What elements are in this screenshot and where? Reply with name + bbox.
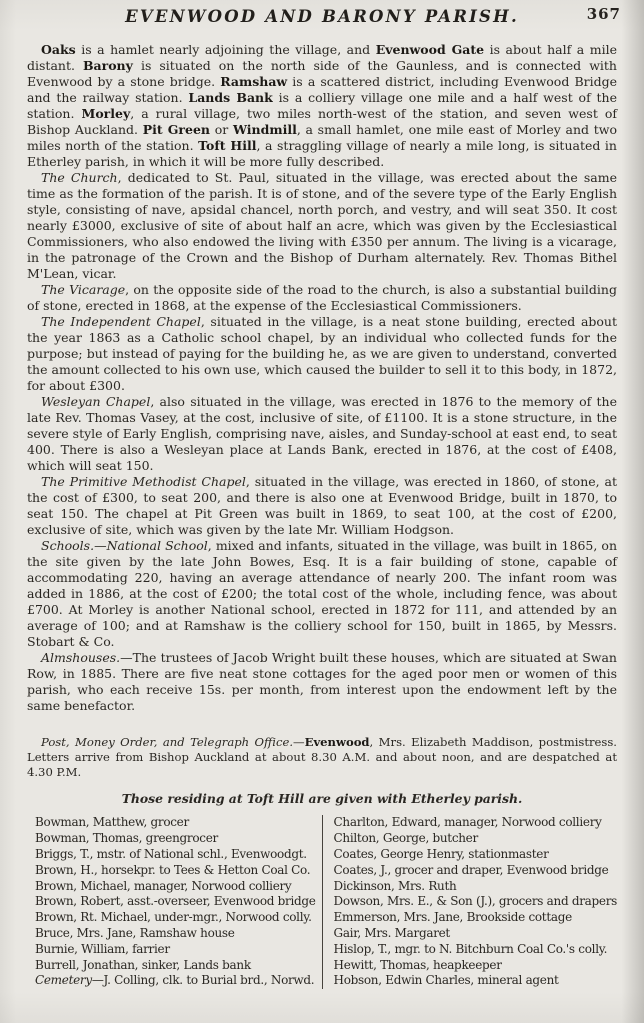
text-run: , dedicated to St. Paul, situated in the village, was erected about the same time as the formation of the parish. It is of stone, and of the severe type of the Early English style, consisting of nave, apsidal chancel, north porch, and vestry, and will seat 350. It cost nearly £3000, exclusive of site of about half an acre, which was given by the Ecclesiastical Commissioners, who also endowed the living with £350 per annum. The living is a vicarage, in the patronage of the Crown and the Bishop of Durham alternately. Rev. Thomas Bithel M'Lean, vicar.	[27, 170, 618, 281]
directory-entry	[334, 879, 617, 895]
text-run: Brown, Rt. Michael, under-mgr., Norwood colly.	[35, 910, 312, 925]
directory-entry	[35, 942, 318, 958]
directory-entry	[35, 879, 318, 895]
text-run: is about half a mile distant.	[27, 42, 617, 73]
text-run: , situated in the village, is a neat stone building, erected about the year 1863 as a Catholic school chapel, by an individual who collected funds for the purpose; but instead of paying for the building he, as we are given to understand, converted the amount collected to his own use, which caused the builder to sell it to this body, in 1872, for about £300.	[27, 314, 617, 393]
directory-entry	[35, 831, 318, 847]
italic-text: National School	[106, 538, 208, 553]
body-paragraph	[27, 474, 617, 538]
text-run: Dickinson, Mrs. Ruth	[333, 878, 457, 893]
page-title: EVENWOOD AND BARONY PARISH.	[125, 7, 519, 26]
text-run: Bowman, Matthew, grocer	[35, 815, 189, 830]
bold-text: Ramshaw	[220, 74, 288, 89]
italic-text: Wesleyan Chapel	[41, 394, 151, 409]
text-run: Hislop, T., mgr. to N. Bitchburn Coal Co.'s colly.	[333, 941, 608, 956]
text-run: Burrell, Jonathan, sinker, Lands bank	[35, 957, 251, 972]
text-run: Coates, George Henry, stationmaster	[333, 846, 549, 861]
italic-text: Cemetery	[35, 973, 92, 988]
text-run: Briggs, T., mstr. of National schl., Evenwoodgt.	[35, 846, 307, 861]
directory-entry	[334, 815, 617, 831]
text-run: —The trustees of Jacob Wright built these houses, which are situated at Swan Row, in 1885. There are five neat stone cottages for the aged poor men or women of this parish, who each receive 15s. per month, from interest upon the endowment left by the same benefactor.	[27, 650, 617, 713]
body-paragraph	[27, 538, 617, 650]
italic-text: Schools.	[41, 538, 95, 553]
body-paragraph	[27, 42, 617, 170]
text-run: Bowman, Thomas, greengrocer	[35, 831, 218, 846]
text-run: Dowson, Mrs. E., & Son (J.), grocers and drapers	[333, 894, 617, 909]
text-run: Burnie, William, farrier	[35, 941, 170, 956]
bold-text: Oaks	[41, 42, 76, 57]
residents-directory	[27, 815, 617, 989]
text-run: , on the opposite side of the road to the church, is also a substantial building of stone, erected in 1868, at the expense of the Ecclesiastical Commissioners.	[27, 282, 617, 313]
text-run: Brown, H., horsekpr. to Tees & Hetton Coal Co.	[35, 862, 311, 877]
directory-entry	[35, 815, 318, 831]
directory-entry	[334, 958, 617, 974]
text-run: Charlton, Edward, manager, Norwood colliery	[333, 815, 602, 830]
bold-text: Windmill	[232, 122, 297, 137]
directory-entry	[334, 863, 617, 879]
directory-note: Those residing at Toft Hill are given with Etherley parish.	[121, 791, 523, 807]
text-run: , also situated in the village, was erected in 1876 to the memory of the late Rev. Thomas Vasey, at the cost, inclusive of site, of £1100. It is a stone structure, in the severe style of Early English, comprising nave, aisles, and Sunday-school at east end, to seat 400. There is also a Wesleyan place at Lands Bank, erected in 1876, at the cost of £408, which will seat 150.	[27, 394, 617, 473]
directory-entry	[334, 894, 617, 910]
text-run: Chilton, George, butcher	[333, 831, 478, 846]
body-paragraphs	[27, 42, 617, 714]
bold-text: Lands Bank	[188, 90, 273, 105]
text-run: Brown, Robert, asst.-overseer, Evenwood bridge	[35, 894, 316, 909]
post-office-paragraph	[27, 735, 617, 779]
directory-entry	[334, 910, 617, 926]
directory-entry	[35, 863, 318, 879]
text-run: , a small hamlet, one mile east of Morley and two miles north of the station.	[27, 122, 618, 153]
text-run: Hewitt, Thomas, heapkeeper	[333, 957, 502, 972]
directory-entry	[35, 847, 318, 863]
text-run: —	[94, 538, 107, 553]
text-run: is a hamlet nearly adjoining the village, and	[75, 42, 376, 57]
italic-text: The Primitive Methodist Chapel	[41, 474, 246, 489]
text-run: , situated in the village, was erected in 1860, of stone, at the cost of £300, to seat 200, and there is also one at Evenwood Bridge, built in 1870, to seat 150. The chapel at Pit Green was built in 1869, to seat 100, at the cost of £200, exclusive of site, which was given by the late Mr. William Hodgson.	[27, 474, 617, 537]
italic-text: Almshouses.	[41, 650, 121, 665]
directory-entry	[334, 831, 617, 847]
body-paragraph	[27, 314, 617, 394]
body-paragraph	[27, 282, 617, 314]
bold-text: Pit Green	[142, 122, 211, 137]
page-content	[0, 33, 644, 989]
directory-left-column	[35, 815, 323, 989]
directory-entry	[334, 847, 617, 863]
text-run: —J. Colling, clk. to Burial brd., Norwd.	[91, 973, 315, 988]
directory-entry	[35, 926, 318, 942]
bold-text: Toft Hill	[198, 138, 257, 153]
directory-entry	[334, 942, 617, 958]
text-run: Coates, J., grocer and draper, Evenwood bridge	[333, 862, 609, 877]
text-run: is a scattered district, including Evenwood Bridge and the railway station.	[27, 74, 618, 105]
body-paragraph	[27, 170, 617, 282]
text-run: Gair, Mrs. Margaret	[333, 925, 450, 940]
directory-entry	[35, 958, 318, 974]
text-run: , a rural village, two miles north-west of the station, and seven west of Bishop Auckland.	[27, 106, 617, 137]
italic-text: The Independent Chapel	[41, 314, 201, 329]
text-run: is a colliery village one mile and a half west of the station.	[27, 90, 618, 121]
body-paragraph	[27, 650, 617, 714]
text-run: Bruce, Mrs. Jane, Ramshaw house	[35, 925, 235, 940]
text-run: , mixed and infants, situated in the village, was built in 1865, on the site given by the late John Bowes, Esq. It is a fair building of stone, capable of accommodating 220, having an average attendance of nearly 200. The infant room was added in 1886, at the cost of £200; the total cost of the whole, including fence, was about £700. At Morley is another National school, erected in 1872 for 111, and attended by an average of 100; and at Ramshaw is the colliery school for 150, built in 1865, by Messrs. Stobart & Co.	[27, 538, 618, 649]
directory-entry	[35, 910, 318, 926]
italic-text: Post, Money Order, and Telegraph Office.	[41, 735, 294, 749]
bold-text: Evenwood Gate	[375, 42, 485, 57]
text-run: Hobson, Edwin Charles, mineral agent	[333, 973, 559, 988]
directory-entry	[35, 894, 318, 910]
body-paragraph	[27, 394, 617, 474]
bold-text: Barony	[82, 58, 133, 73]
bold-text: Evenwood	[304, 735, 370, 749]
text-run: or	[210, 122, 233, 137]
page-number: 367	[586, 5, 621, 23]
bold-text: Morley	[81, 106, 131, 121]
text-run: , Mrs. Elizabeth Maddison, postmistress. Letters arrive from Bishop Auckland at about 8.30 A.M. and about noon, and are despatched at 4.30 P.M.	[27, 735, 617, 779]
text-run: Emmerson, Mrs. Jane, Brookside cottage	[333, 910, 572, 925]
directory-entry	[334, 926, 617, 942]
text-run: —	[293, 735, 305, 749]
text-run: is situated on the north side of the Gaunless, and is connected with Evenwood by a stone bridge.	[27, 58, 617, 89]
directory-entry	[334, 973, 617, 989]
text-run: Brown, Michael, manager, Norwood colliery	[35, 878, 292, 893]
directory-right-column	[323, 815, 617, 989]
page-header	[0, 0, 644, 33]
text-run: , a straggling village of nearly a mile long, is situated in Etherley parish, in which it will be more fully described.	[27, 138, 617, 169]
directory-entry	[35, 973, 318, 989]
italic-text: The Vicarage	[41, 282, 126, 297]
italic-text: The Church	[41, 170, 118, 185]
